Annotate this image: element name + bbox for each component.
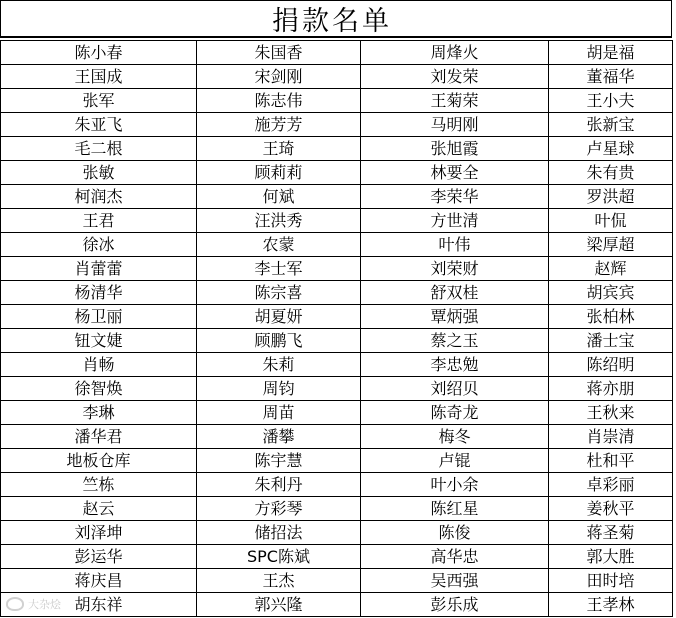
table-row [1,281,673,305]
title-cell [0,0,672,38]
donor-name-cell: 彭运华 [1,545,197,569]
donor-name-cell: 朱亚飞 [1,113,197,137]
donor-name-cell: 李忠勉 [361,353,549,377]
donor-name-cell: 方彩琴 [197,497,361,521]
table-row [1,545,673,569]
table-row [1,473,673,497]
donor-name-cell: 马明刚 [361,113,549,137]
watermark [6,596,61,612]
donor-name-cell: 陈绍明 [549,353,673,377]
table-row [1,425,673,449]
donor-table [0,40,673,617]
donor-name-cell: 陈小春 [1,41,197,65]
donor-name-cell: 刘泽坤 [1,521,197,545]
table-row [1,65,673,89]
donor-name-cell: 彭乐成 [361,593,549,617]
table-row [1,353,673,377]
donor-name-cell: 肖畅 [1,353,197,377]
donor-name-cell: 吴西强 [361,569,549,593]
table-row [1,329,673,353]
donor-name-cell: 蒋亦朋 [549,377,673,401]
donor-name-cell: 周钧 [197,377,361,401]
donor-name-cell: 何斌 [197,185,361,209]
donor-name-cell: 王国成 [1,65,197,89]
table-row [1,401,673,425]
donor-name-cell: 张新宝 [549,113,673,137]
donor-name-cell: 蔡之玉 [361,329,549,353]
donor-name-cell: 方世清 [361,209,549,233]
donor-name-cell: 赵云 [1,497,197,521]
donor-name-cell: 肖蕾蕾 [1,257,197,281]
table-row [1,137,673,161]
donor-name-cell: 周苗 [197,401,361,425]
watermark-text: 大杂烩 [28,598,61,611]
table-row [1,449,673,473]
donor-name-cell: 周烽火 [361,41,549,65]
donor-name-cell: 胡东祥 [1,593,197,617]
donor-name-cell: 陈俊 [361,521,549,545]
table-row [1,89,673,113]
donor-name-cell: 叶侃 [549,209,673,233]
table-row [1,41,673,65]
donor-name-cell: SPC陈斌 [197,545,361,569]
watermark-logo-icon [6,597,24,611]
donor-name-cell: 王琦 [197,137,361,161]
donor-name-cell: 杜和平 [549,449,673,473]
donor-name-cell: 王杰 [197,569,361,593]
donor-name-cell: 王秋来 [549,401,673,425]
table-row [1,233,673,257]
donor-name-cell: 徐冰 [1,233,197,257]
donor-name-cell: 潘华君 [1,425,197,449]
donor-name-cell: 董福华 [549,65,673,89]
donor-name-cell: 毛二根 [1,137,197,161]
donor-name-cell: 刘荣财 [361,257,549,281]
donor-name-cell: 储招法 [197,521,361,545]
donor-name-cell: 陈红星 [361,497,549,521]
donor-name-cell: 潘攀 [197,425,361,449]
donor-name-cell: 张柏林 [549,305,673,329]
donor-name-cell: 叶小余 [361,473,549,497]
donor-name-cell: 王小夫 [549,89,673,113]
table-row [1,209,673,233]
table-row [1,593,673,617]
page-title: 捐款名单 [272,6,392,37]
donor-name-cell: 胡是福 [549,41,673,65]
donor-name-cell: 宋剑刚 [197,65,361,89]
donor-name-cell: 潘士宝 [549,329,673,353]
donor-name-cell: 蒋圣菊 [549,521,673,545]
donor-name-cell: 胡宾宾 [549,281,673,305]
donor-name-cell: 竺栋 [1,473,197,497]
table-row [1,521,673,545]
donor-name-cell: 卢星球 [549,137,673,161]
donor-name-cell: 李荣华 [361,185,549,209]
donor-name-cell: 朱有贵 [549,161,673,185]
donor-name-cell: 张敏 [1,161,197,185]
donor-name-cell: 舒双桂 [361,281,549,305]
donor-name-cell: 顾鹏飞 [197,329,361,353]
donor-name-cell: 郭兴隆 [197,593,361,617]
donor-name-cell: 杨清华 [1,281,197,305]
donor-name-cell: 朱利丹 [197,473,361,497]
donor-name-cell: 陈志伟 [197,89,361,113]
donor-name-cell: 林要全 [361,161,549,185]
donor-name-cell: 梁厚超 [549,233,673,257]
donor-name-cell: 顾莉莉 [197,161,361,185]
donor-name-cell: 胡夏妍 [197,305,361,329]
table-row [1,257,673,281]
donor-name-cell: 姜秋平 [549,497,673,521]
donor-name-cell: 卓彩丽 [549,473,673,497]
donor-name-cell: 王君 [1,209,197,233]
donor-table-body [1,41,673,617]
donor-name-cell: 陈宇慧 [197,449,361,473]
donor-name-cell: 农蒙 [197,233,361,257]
donor-name-cell: 覃炳强 [361,305,549,329]
donor-name-cell: 刘绍贝 [361,377,549,401]
donor-name-cell: 高华忠 [361,545,549,569]
donor-name-cell: 地板仓库 [1,449,197,473]
donor-name-cell: 徐智焕 [1,377,197,401]
table-row [1,185,673,209]
donor-name-cell: 陈奇龙 [361,401,549,425]
donor-name-cell: 卢锟 [361,449,549,473]
donor-name-cell: 朱国香 [197,41,361,65]
donor-name-cell: 杨卫丽 [1,305,197,329]
donor-name-cell: 柯润杰 [1,185,197,209]
donor-name-cell: 赵辉 [549,257,673,281]
donor-name-cell: 陈宗喜 [197,281,361,305]
donor-name-cell: 蒋庆昌 [1,569,197,593]
donor-name-cell: 施芳芳 [197,113,361,137]
donor-name-cell: 罗洪超 [549,185,673,209]
donor-name-cell: 梅冬 [361,425,549,449]
donor-name-cell: 张旭霞 [361,137,549,161]
donor-name-cell: 李琳 [1,401,197,425]
table-row [1,569,673,593]
donor-name-cell: 张军 [1,89,197,113]
donor-name-cell: 刘发荣 [361,65,549,89]
table-row [1,161,673,185]
donor-name-cell: 叶伟 [361,233,549,257]
donor-name-cell: 肖崇清 [549,425,673,449]
donor-name-cell: 郭大胜 [549,545,673,569]
table-row [1,305,673,329]
donor-name-cell: 汪洪秀 [197,209,361,233]
table-row [1,497,673,521]
donor-name-cell: 王孝林 [549,593,673,617]
donor-name-cell: 李士军 [197,257,361,281]
donor-name-cell: 田时培 [549,569,673,593]
donor-name-cell: 朱莉 [197,353,361,377]
table-row [1,113,673,137]
donor-name-cell: 钮文婕 [1,329,197,353]
donor-name-cell: 王菊荣 [361,89,549,113]
table-row [1,377,673,401]
